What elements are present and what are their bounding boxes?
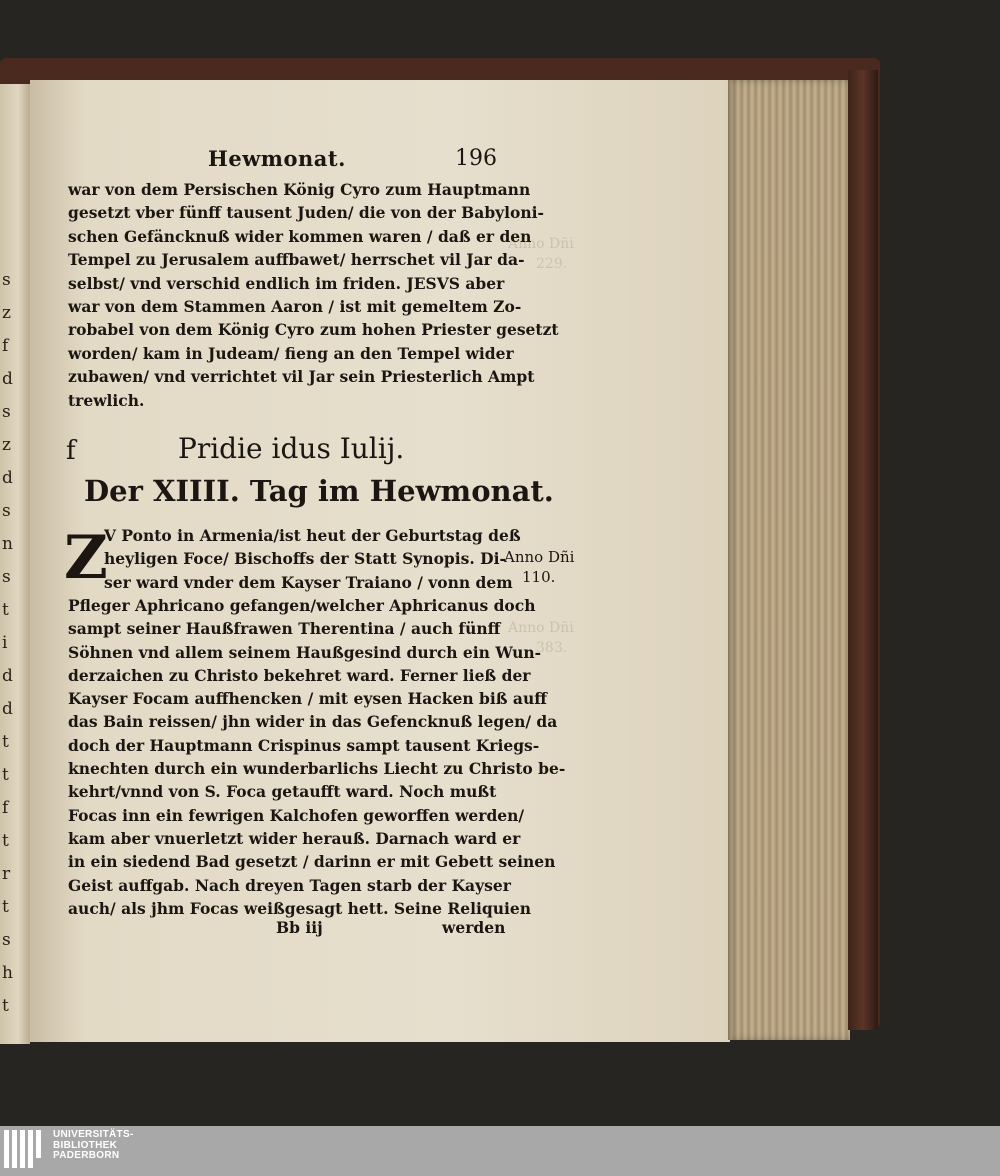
day-heading: Der XIIII. Tag im Hewmonat. [84,474,554,508]
left-margin-glyph: f [2,336,9,356]
text-line: knechten durch ein wunderbarlichs Liecht zu Christo be- [68,759,566,778]
text-line: in ein siedend Bad gesetzt / darinn er mit Gebett seinen [68,852,556,872]
text-line: doch der Hauptmann Crispinus sampt tausent Kriegs- [68,735,540,755]
library-name-line-3: PADERBORN [53,1150,120,1161]
left-margin-glyph: s [2,402,11,422]
margin-note-year-value: 110. [522,568,556,586]
text-line: Söhnen vnd allem seinem Haußgesind durch ein Wun- [68,642,542,662]
left-margin-glyph: t [2,996,9,1016]
text-line: ser ward vnder dem Kayser Traiano / vonn dem [104,572,513,592]
text-line: zubawen/ vnd verrichtet vil Jar sein Priesterlich Ampt [68,367,535,387]
text-line: Pfleger Aphricano gefangen/welcher Aphricanus doch [68,595,536,615]
text-line: auch/ als jhm Focas weißgesagt hett. Seine Reliquien [68,898,531,918]
left-margin-glyph: s [2,501,11,521]
left-margin-glyph: f [2,798,9,818]
ghost-note-1: Anno Dñi [508,236,574,252]
left-margin-glyph: d [2,468,13,488]
text-line: Kayser Focam auffhencken / mit eysen Hacken biß auff [68,689,547,709]
left-margin-glyph: d [2,666,13,686]
text-line: das Bain reissen/ jhn wider in das Gefencknuß legen/ da [68,712,558,732]
text-line: heyligen Foce/ Bischoffs der Statt Synopis. Di- [104,549,506,569]
text-line: Geist auffgab. Nach dreyen Tagen starb der Kayser [68,875,511,895]
left-margin-glyph: t [2,732,9,752]
left-page-margin-text [2,264,14,1023]
text-line: Focas inn ein fewrigen Kalchofen geworffen werden/ [68,805,525,825]
page-fore-edge [728,80,850,1040]
book-spine [848,70,878,1030]
left-margin-glyph: s [2,270,11,290]
left-margin-glyph: t [2,765,9,785]
section-letter: f [66,436,76,466]
ghost-note-3: Anno Dñi [508,620,574,636]
margin-note-year-label: Anno Dñi [504,548,575,566]
left-margin-glyph: h [2,963,13,983]
ghost-note-4: 383. [536,640,568,656]
left-margin-glyph: s [2,930,11,950]
footer-bar [0,1126,1000,1176]
text-line: derzaichen zu Christo bekehret ward. Ferner ließ der [68,665,531,685]
signature-mark: Bb iij [276,918,323,937]
library-name-line-2: BIBLIOTHEK [53,1139,118,1151]
left-margin-glyph: d [2,699,13,719]
library-name [53,1130,134,1162]
left-margin-glyph: z [2,303,11,323]
left-margin-glyph: s [2,567,11,587]
left-margin-glyph: t [2,831,9,851]
library-logo-icon [4,1130,48,1174]
library-name-line-1: UNIVERSITÄTS- [53,1129,134,1140]
page-number: 196 [455,146,497,171]
text-line: sampt seiner Haußfrawen Therentina / auch fünff [68,619,501,639]
left-margin-glyph: t [2,600,9,620]
left-margin-glyph: n [2,534,13,554]
text-line: Tempel zu Jerusalem auffbawet/ herrschet vil Jar da- [68,250,525,270]
left-margin-glyph: r [2,864,11,884]
left-margin-glyph: z [2,435,11,455]
text-line: gesetzt vber fünff tausent Juden/ die von der Babyloni- [68,203,544,223]
text-line: kehrt/vnnd von S. Foca getaufft ward. Noch mußt [68,782,497,802]
text-line: schen Gefäncknuß wider kommen waren / daß er den [68,226,532,246]
text-line: robabel von dem König Cyro zum hohen Priester gesetzt [68,320,559,340]
text-line: war von dem Stammen Aaron / ist mit gemeltem Zo- [68,297,522,316]
text-line: kam aber vnuerletzt wider herauß. Darnach ward er [68,828,521,848]
section-title: Pridie idus Iulij. [178,432,405,465]
left-margin-glyph: i [2,633,8,653]
drop-cap-initial: Z [64,523,108,593]
catchword: werden [442,918,506,937]
text-line: selbst/ vnd verschid endlich im friden. JESVS aber [68,273,505,293]
left-margin-glyph: t [2,897,9,917]
text-line: trewlich. [68,390,145,410]
ghost-note-2: 229. [536,256,568,272]
text-line: worden/ kam in Judeam/ fieng an den Tempel wider [68,343,514,363]
text-line: V Ponto in Armenia/ist heut der Geburtstag deß [104,526,521,545]
running-head: Hewmonat. [208,146,346,171]
left-page-edge [0,84,30,1044]
left-margin-glyph: d [2,369,13,389]
text-line: war von dem Persischen König Cyro zum Hauptmann [68,180,531,199]
